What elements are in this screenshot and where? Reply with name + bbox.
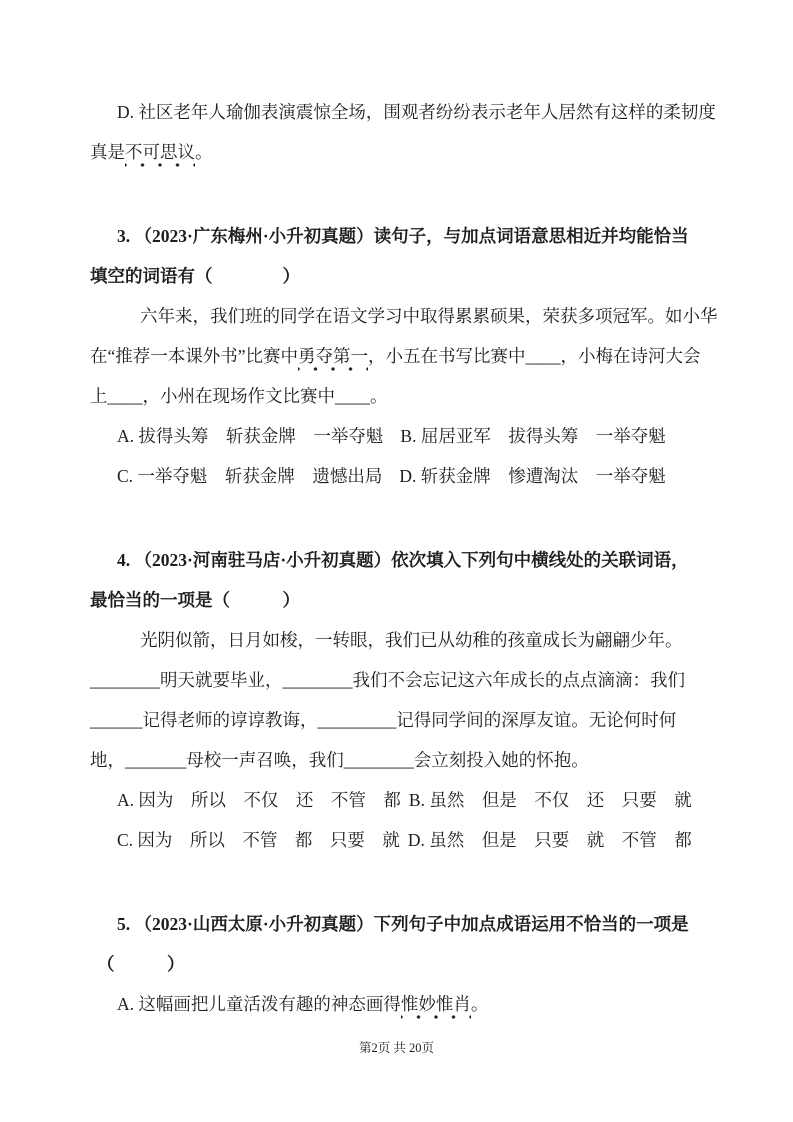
question-5-option-a [90,984,707,1024]
question-2-option-d-block [90,92,716,172]
question-3-passage-line1: 六年来，我们班的同学在语文学习中取得累累硕果，荣获多项冠军。如小华 [140,306,718,326]
question-4-option-a: A. 因为 所以 不仅 还 不管 都 [117,790,401,810]
question-3-passage-line3: 上____，小州在现场作文比赛中____。 [90,386,388,406]
question-4-option-c: C. 因为 所以 不管 都 只要 就 [117,830,400,850]
question-3-passage-line2 [90,336,707,376]
question-3-heading-line2: 填空的词语有（ ） [90,266,300,286]
question-5-block [90,904,707,1024]
question-3-options-row1 [90,416,707,456]
question-3-option-b: B. 屈居亚军 拔得头筹 一举夺魁 [400,426,666,446]
question-4-heading-line1: 4. （2023·河南驻马店·小升初真题）依次填入下列句中横线处的关联词语， [117,550,689,570]
question-5-heading-line1: 5. （2023·山西太原·小升初真题）下列句子中加点成语运用不恰当的一项是 [117,914,689,934]
emphasized-phrase-weimiaoweixiao: 惟妙惟肖 [401,994,471,1020]
question-5-option-a-post: 。 [470,994,489,1014]
question-5-option-a-pre: A. 这幅画把儿童活泼有趣的神态画得 [117,994,401,1014]
question-4-passage-line3: ______记得老师的谆谆教诲，_________记得同学间的深厚友谊。无论何时何 [90,710,677,730]
question-3-option-c: C. 一举夺魁 斩获金牌 遗憾出局 [117,466,383,486]
question-3-heading-line1: 3. （2023·广东梅州·小升初真题）读句子，与加点词语意思相近并均能恰当 [117,226,689,246]
question-4-option-d: D. 虽然 但是 只要 就 不管 都 [407,830,692,850]
question-4-passage-line4: 地，_______母校一声召唤，我们________会立刻投入她的怀抱。 [90,750,589,770]
question-4-block [90,540,707,860]
question-4-options-row2 [90,820,707,860]
emphasized-phrase-bukesiyi: 不可思议 [125,142,195,168]
option-d-line2-pre: 真是 [90,142,125,162]
emphasized-phrase-yongduodiyi: 勇夺第一 [298,346,368,372]
page-footer: 第2页 共 20页 [358,1041,434,1055]
question-4-passage-line1: 光阴似箭，日月如梭，一转眼，我们已从幼稚的孩童成长为翩翩少年。 [140,630,683,650]
question-4-options-row1 [90,780,707,820]
option-d-line2-post: 。 [195,142,213,162]
option-d-line2 [90,132,707,172]
question-3-option-d: D. 斩获金牌 惨遭淘汰 一举夺魁 [399,466,666,486]
question-3-passage-line2-pre: 在“推荐一本课外书”比赛中 [90,346,299,366]
question-4-option-b: B. 虽然 但是 不仅 还 只要 就 [408,790,692,810]
question-5-heading-line2: （ ） [97,954,185,974]
option-d-line1: D. 社区老年人瑜伽表演震惊全场，围观者纷纷表示老年人居然有这样的柔韧度 [117,102,716,122]
question-4-heading-line2: 最恰当的一项是（ ） [90,590,300,610]
question-3-passage-line2-post: ，小五在书写比赛中____，小梅在诗河大会 [368,346,701,366]
question-4-passage-line2: ________明天就要毕业，________我们不会忘记这六年成长的点点滴滴：我们 [90,670,685,690]
question-3-options-row2 [90,456,707,496]
question-3-block [90,216,718,496]
question-3-option-a: A. 拔得头筹 斩获金牌 一举夺魁 [117,426,384,446]
